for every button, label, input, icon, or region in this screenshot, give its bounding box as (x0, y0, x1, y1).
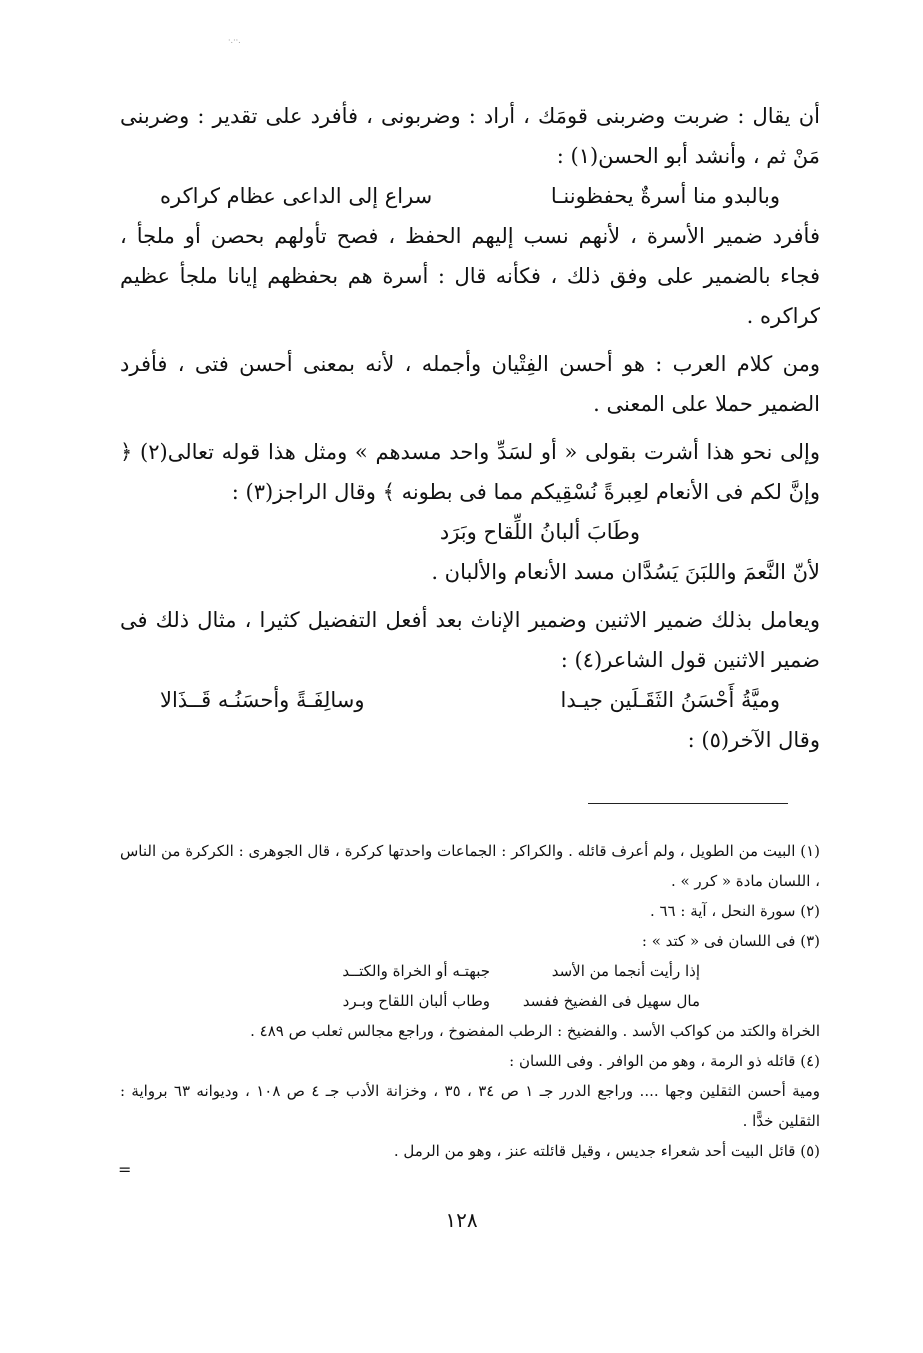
footnote-3-explanation: الخراة والكتد من كواكب الأسد . والفضيخ : الرطب المفضوخ ، وراجع مجالس ثعلب ص ٤٨٩ . (250, 1022, 820, 1040)
footnote-4-explanation: ومية أحسن الثقلين وجها .... وراجع الدرر جـ ١ ص ٣٤ ، ٣٥ ، وخزانة الأدب جـ ٤ ص ١٠٨ ، وديوانه ٦٣ برواية : الثقلين خدًّا . (120, 1082, 820, 1130)
paragraph-2: فأفرد ضمير الأسرة ، لأنهم نسب إليهم الحفظ ، فصح تأولهم بحصن أو ملجأ ، فجاء بالضمير على وفق ذلك ، فكأنه قال : أسرة هم بحفظهم إيانا ملجأ عظيم كراكره . (120, 224, 820, 328)
footnote-3-verse-1-second: جبهتـه أو الخراة والكتــد (342, 962, 490, 980)
verse-1-second-hemistich: سراع إلى الداعى عظام كراكره (160, 184, 433, 208)
footnote-divider (588, 803, 788, 804)
page-number: ١٢٨ (445, 1208, 478, 1232)
main-text (120, 96, 820, 760)
footnote-5: (٥) قائل البيت أحد شعراء جديس ، وقيل قائلته عنز ، وهو من الرمل . (393, 1142, 820, 1160)
footnote-3: (٣) فى اللسان فى « كتد » : (641, 932, 820, 950)
verse-1-first-hemistich: وبالبدو منا أسرةٌ يحفظوننـا (550, 184, 780, 208)
footnotes (120, 836, 820, 1166)
paragraph-5: لأنّ النَّعمَ واللبَنَ يَسُدَّان مسد الأنعام والألبان . (431, 560, 820, 584)
paragraph-1: أن يقال : ضربت وضربنى قومَك ، أراد : وضربونى ، فأفرد على تقدير : وضربنى مَنْ ثم ، وأنشد أبو الحسن(١) : (120, 104, 820, 168)
footnote-3-verse-1 (120, 956, 820, 986)
footnote-3-verse-2-second: وطاب ألبان اللقاح وبـرد (342, 992, 490, 1010)
paragraph-4: وإلى نحو هذا أشرت بقولى « أو لسَدِّ واحد مسدهم » ومثل هذا قوله تعالى(٢) ﴿ وإنَّ لكم فى الأنعام لعِبرةً نُسْقِيكم مما فى بطونه ﴾ وقال الراجز(٣) : (120, 440, 820, 504)
scan-speck: ·.··. (228, 36, 241, 45)
footnote-4: (٤) قائله ذو الرمة ، وهو من الوافر . وفى اللسان : (509, 1052, 820, 1070)
verse-3-second-hemistich: وسالِفَـةً وأحسَنُـه قَــذَالا (160, 688, 365, 712)
footnote-3-verse-1-first: إذا رأيت أنجما من الأسد (551, 962, 700, 980)
paragraph-7: وقال الآخر(٥) : (687, 728, 820, 752)
verse-3 (120, 680, 820, 720)
footnote-1: (١) البيت من الطويل ، ولم أعرف قائله . والكراكر : الجماعات واحدتها كركرة ، قال الجوهرى : الكركرة من الناس ، اللسان مادة « كرر » . (120, 842, 820, 890)
verse-1 (120, 176, 820, 216)
footnote-3-verse-2-first: مال سهيل فى الفضيخ ففسد (522, 992, 700, 1010)
paragraph-6: ويعامل بذلك ضمير الاثنين وضمير الإناث بعد أفعل التفضيل كثيرا ، مثال ذلك فى ضمير الاثنين قول الشاعر(٤) : (120, 608, 820, 672)
paragraph-3: ومن كلام العرب : هو أحسن الفِتْيان وأجمله ، لأنه بمعنى أحسن فتى ، فأفرد الضمير حملا على المعنى . (120, 352, 820, 416)
continuation-mark: = (118, 1160, 132, 1179)
verse-3-first-hemistich: وميَّةُ أَحْسَنُ الثَقَـلَين جيـدا (560, 688, 780, 712)
footnote-3-verse-2 (120, 986, 820, 1016)
footnote-2: (٢) سورة النحل ، آية : ٦٦ . (649, 902, 820, 920)
verse-2: وطَابَ ألبانُ اللِّقاح وبَرَد (439, 520, 640, 544)
